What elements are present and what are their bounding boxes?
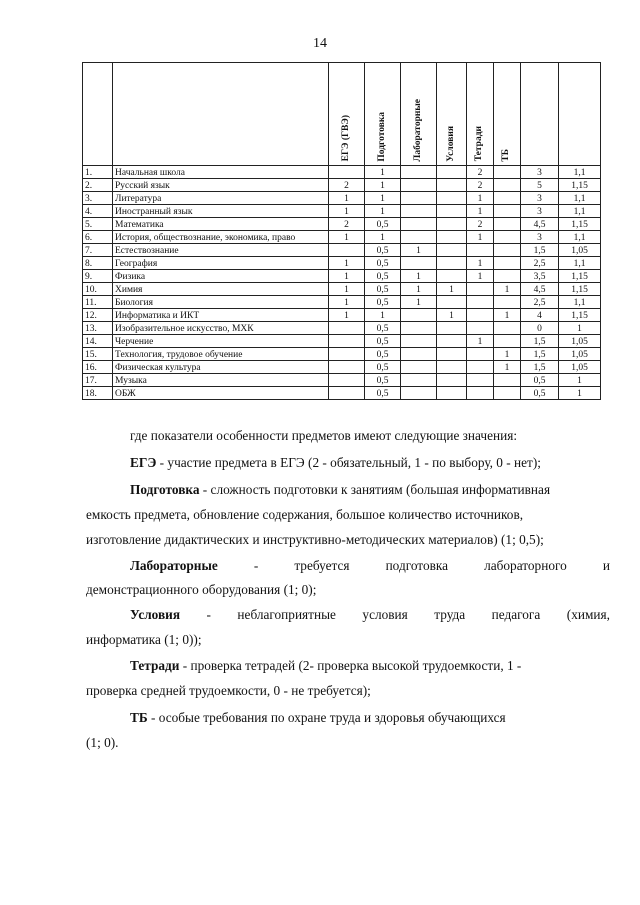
value-cell: 1,1 — [559, 205, 601, 218]
value-cell: 1 — [329, 283, 365, 296]
value-cell — [494, 166, 521, 179]
row-number: 9. — [83, 270, 113, 283]
value-cell: 1 — [365, 179, 401, 192]
row-number: 7. — [83, 244, 113, 257]
row-number: 16. — [83, 361, 113, 374]
value-cell: 0,5 — [521, 387, 559, 400]
value-cell — [329, 335, 365, 348]
value-cell: 1 — [329, 231, 365, 244]
value-cell: 1 — [329, 270, 365, 283]
value-cell: 1,05 — [559, 348, 601, 361]
value-cell: 0,5 — [365, 361, 401, 374]
value-cell — [437, 348, 467, 361]
row-number: 3. — [83, 192, 113, 205]
header-coef — [559, 63, 601, 166]
value-cell — [401, 309, 437, 322]
subject-cell: Русский язык — [113, 179, 329, 192]
value-cell: 1 — [437, 309, 467, 322]
tb-term: ТБ — [130, 710, 148, 725]
value-cell: 1 — [559, 374, 601, 387]
value-cell: 0,5 — [521, 374, 559, 387]
value-cell: 2,5 — [521, 257, 559, 270]
value-cell — [494, 179, 521, 192]
notebooks-term: Тетради — [130, 658, 180, 673]
value-cell — [437, 374, 467, 387]
row-number: 18. — [83, 387, 113, 400]
value-cell: 1 — [329, 296, 365, 309]
table-row — [83, 348, 601, 361]
value-cell — [329, 387, 365, 400]
value-cell: 1 — [401, 296, 437, 309]
value-cell — [467, 244, 494, 257]
value-cell: 1 — [494, 283, 521, 296]
value-cell — [494, 244, 521, 257]
table-row — [83, 244, 601, 257]
value-cell: 4,5 — [521, 283, 559, 296]
table-row — [83, 257, 601, 270]
value-cell — [437, 387, 467, 400]
value-cell: 3 — [521, 205, 559, 218]
value-cell — [401, 192, 437, 205]
row-number: 17. — [83, 374, 113, 387]
row-number: 2. — [83, 179, 113, 192]
notebooks-definition-line1: Тетради - проверка тетрадей (2- проверка высокой трудоемкости, 1 - — [130, 658, 522, 673]
table-row — [83, 270, 601, 283]
value-cell — [467, 361, 494, 374]
table-row — [83, 205, 601, 218]
subject-cell: Математика — [113, 218, 329, 231]
value-cell: 1 — [467, 205, 494, 218]
subject-cell: ОБЖ — [113, 387, 329, 400]
value-cell: 1,1 — [559, 296, 601, 309]
subject-cell: Иностранный язык — [113, 205, 329, 218]
value-cell — [437, 322, 467, 335]
table-row — [83, 361, 601, 374]
value-cell: 1,15 — [559, 309, 601, 322]
table-row — [83, 283, 601, 296]
table-row — [83, 166, 601, 179]
ege-term: ЕГЭ — [130, 455, 157, 470]
value-cell — [467, 348, 494, 361]
value-cell: 0,5 — [365, 218, 401, 231]
value-cell — [437, 244, 467, 257]
notebooks-definition-line2: проверка средней трудоемкости, 0 - не требуется); — [86, 683, 371, 698]
value-cell — [401, 179, 437, 192]
value-cell: 0,5 — [365, 257, 401, 270]
conditions-definition-line1: Условия - неблагоприятные условия труда педагога (химия, — [130, 607, 610, 622]
value-cell: 0,5 — [365, 296, 401, 309]
row-number: 5. — [83, 218, 113, 231]
value-cell — [494, 374, 521, 387]
value-cell: 1 — [329, 205, 365, 218]
value-cell — [437, 179, 467, 192]
value-cell: 1 — [467, 257, 494, 270]
value-cell: 1 — [494, 348, 521, 361]
value-cell: 1,1 — [559, 166, 601, 179]
subject-cell: Начальная школа — [113, 166, 329, 179]
value-cell — [494, 192, 521, 205]
row-number: 14. — [83, 335, 113, 348]
value-cell: 3 — [521, 231, 559, 244]
table-row — [83, 335, 601, 348]
value-cell — [467, 387, 494, 400]
value-cell: 1 — [494, 361, 521, 374]
row-number: 4. — [83, 205, 113, 218]
value-cell — [401, 348, 437, 361]
value-cell: 1 — [365, 309, 401, 322]
value-cell: 0,5 — [365, 335, 401, 348]
subject-cell: Естествознание — [113, 244, 329, 257]
page-number: 14 — [313, 36, 327, 51]
value-cell — [437, 166, 467, 179]
value-cell — [401, 205, 437, 218]
value-cell: 1 — [365, 205, 401, 218]
value-cell: 0 — [521, 322, 559, 335]
value-cell: 4 — [521, 309, 559, 322]
value-cell: 1 — [401, 270, 437, 283]
value-cell: 1 — [365, 192, 401, 205]
value-cell — [329, 374, 365, 387]
value-cell: 1 — [401, 244, 437, 257]
conditions-term: Условия — [130, 607, 181, 622]
subject-cell: Технология, трудовое обучение — [113, 348, 329, 361]
value-cell — [329, 322, 365, 335]
value-cell — [494, 257, 521, 270]
value-cell: 0,5 — [365, 270, 401, 283]
lab-definition-line2: демонстрационного оборудования (1; 0); — [86, 582, 317, 597]
value-cell — [329, 166, 365, 179]
row-number: 13. — [83, 322, 113, 335]
value-cell: 1 — [494, 309, 521, 322]
table-row — [83, 322, 601, 335]
value-cell: 1 — [467, 231, 494, 244]
lab-definition-line1: Лабораторные - требуется подготовка лабораторного и — [130, 558, 610, 573]
subject-cell: Литература — [113, 192, 329, 205]
value-cell — [467, 309, 494, 322]
value-cell — [494, 387, 521, 400]
value-cell: 2,5 — [521, 296, 559, 309]
value-cell — [437, 361, 467, 374]
value-cell: 1,1 — [559, 192, 601, 205]
value-cell — [401, 335, 437, 348]
value-cell — [494, 335, 521, 348]
value-cell: 2 — [467, 218, 494, 231]
value-cell: 0,5 — [365, 322, 401, 335]
value-cell: 3 — [521, 192, 559, 205]
value-cell: 1 — [329, 257, 365, 270]
value-cell: 1 — [329, 309, 365, 322]
subject-cell: Химия — [113, 283, 329, 296]
header-prep: Подготовка — [365, 63, 401, 166]
prep-definition-line1: Подготовка - сложность подготовки к занятиям (большая информативная — [130, 482, 551, 497]
table-row — [83, 192, 601, 205]
header-conditions: Условия — [437, 63, 467, 166]
subject-cell: Биология — [113, 296, 329, 309]
value-cell — [437, 205, 467, 218]
table-row — [83, 387, 601, 400]
value-cell — [401, 361, 437, 374]
value-cell: 2 — [467, 166, 494, 179]
table-row — [83, 179, 601, 192]
value-cell: 1,15 — [559, 270, 601, 283]
value-cell — [494, 270, 521, 283]
row-number: 8. — [83, 257, 113, 270]
row-number: 6. — [83, 231, 113, 244]
value-cell: 1 — [467, 335, 494, 348]
prep-definition-line3: изготовление дидактических и инструктивно-методических материалов) (1; 0,5); — [86, 532, 544, 547]
value-cell: 1,5 — [521, 244, 559, 257]
value-cell — [494, 205, 521, 218]
value-cell — [494, 218, 521, 231]
header-tb: ТБ — [494, 63, 521, 166]
value-cell — [467, 283, 494, 296]
value-cell: 1,05 — [559, 335, 601, 348]
value-cell: 1,05 — [559, 244, 601, 257]
subject-cell: История, обществознание, экономика, право — [113, 231, 329, 244]
header-ege: ЕГЭ (ГВЭ) — [329, 63, 365, 166]
subject-cell: Информатика и ИКТ — [113, 309, 329, 322]
table-row — [83, 309, 601, 322]
value-cell: 1,05 — [559, 361, 601, 374]
prep-definition-line2: емкость предмета, обновление содержания, большое количество источников, — [86, 507, 524, 522]
header-sum — [521, 63, 559, 166]
table-header-row — [83, 63, 601, 166]
value-cell: 1 — [559, 322, 601, 335]
value-cell — [467, 322, 494, 335]
value-cell: 1,1 — [559, 231, 601, 244]
conditions-definition-line2: информатика (1; 0)); — [86, 632, 202, 647]
value-cell: 2 — [467, 179, 494, 192]
value-cell — [401, 322, 437, 335]
value-cell — [329, 348, 365, 361]
value-cell — [329, 361, 365, 374]
value-cell — [401, 387, 437, 400]
value-cell: 1,15 — [559, 179, 601, 192]
value-cell — [494, 296, 521, 309]
subject-cell: Физическая культура — [113, 361, 329, 374]
value-cell — [467, 374, 494, 387]
value-cell: 1,5 — [521, 348, 559, 361]
subject-cell: Черчение — [113, 335, 329, 348]
value-cell: 0,5 — [365, 348, 401, 361]
value-cell — [401, 166, 437, 179]
subject-cell: Изобразительное искусство, МХК — [113, 322, 329, 335]
table-row — [83, 218, 601, 231]
value-cell — [437, 257, 467, 270]
value-cell — [437, 231, 467, 244]
value-cell: 1,5 — [521, 361, 559, 374]
tb-definition-line1: ТБ - особые требования по охране труда и здоровья обучающихся — [130, 710, 506, 725]
value-cell: 4,5 — [521, 218, 559, 231]
ege-definition: ЕГЭ - участие предмета в ЕГЭ (2 - обязательный, 1 - по выбору, 0 - нет); — [130, 455, 541, 470]
value-cell — [401, 231, 437, 244]
value-cell: 1 — [437, 283, 467, 296]
value-cell: 1,1 — [559, 257, 601, 270]
value-cell: 1 — [401, 283, 437, 296]
header-notebooks: Тетради — [467, 63, 494, 166]
value-cell: 3,5 — [521, 270, 559, 283]
value-cell — [401, 257, 437, 270]
table-row — [83, 231, 601, 244]
subject-cell: География — [113, 257, 329, 270]
value-cell: 1,15 — [559, 283, 601, 296]
row-number: 11. — [83, 296, 113, 309]
value-cell: 1 — [365, 166, 401, 179]
value-cell — [494, 231, 521, 244]
header-subject — [113, 63, 329, 166]
value-cell: 1,5 — [521, 335, 559, 348]
value-cell: 1 — [329, 192, 365, 205]
value-cell — [401, 374, 437, 387]
value-cell: 1 — [467, 192, 494, 205]
value-cell — [437, 192, 467, 205]
value-cell: 3 — [521, 166, 559, 179]
row-number: 15. — [83, 348, 113, 361]
value-cell: 0,5 — [365, 387, 401, 400]
value-cell: 1 — [365, 231, 401, 244]
lab-term: Лабораторные — [130, 558, 218, 573]
value-cell: 1,15 — [559, 218, 601, 231]
row-number: 1. — [83, 166, 113, 179]
row-number: 10. — [83, 283, 113, 296]
value-cell — [401, 218, 437, 231]
value-cell: 0,5 — [365, 374, 401, 387]
value-cell — [467, 296, 494, 309]
value-cell — [437, 335, 467, 348]
table-row — [83, 296, 601, 309]
subject-coefficient-table — [82, 62, 601, 400]
table-row — [83, 374, 601, 387]
value-cell — [437, 270, 467, 283]
value-cell: 5 — [521, 179, 559, 192]
header-number — [83, 63, 113, 166]
value-cell: 2 — [329, 218, 365, 231]
value-cell — [329, 244, 365, 257]
value-cell — [437, 218, 467, 231]
header-lab: Лабораторные — [401, 63, 437, 166]
tb-definition-line2: (1; 0). — [86, 735, 119, 750]
prep-term: Подготовка — [130, 482, 200, 497]
value-cell: 1 — [467, 270, 494, 283]
row-number: 12. — [83, 309, 113, 322]
intro-text: где показатели особенности предметов имеют следующие значения: — [130, 428, 518, 443]
value-cell: 2 — [329, 179, 365, 192]
value-cell: 0,5 — [365, 244, 401, 257]
value-cell: 0,5 — [365, 283, 401, 296]
value-cell — [494, 322, 521, 335]
subject-cell: Музыка — [113, 374, 329, 387]
value-cell — [437, 296, 467, 309]
value-cell: 1 — [559, 387, 601, 400]
subject-cell: Физика — [113, 270, 329, 283]
